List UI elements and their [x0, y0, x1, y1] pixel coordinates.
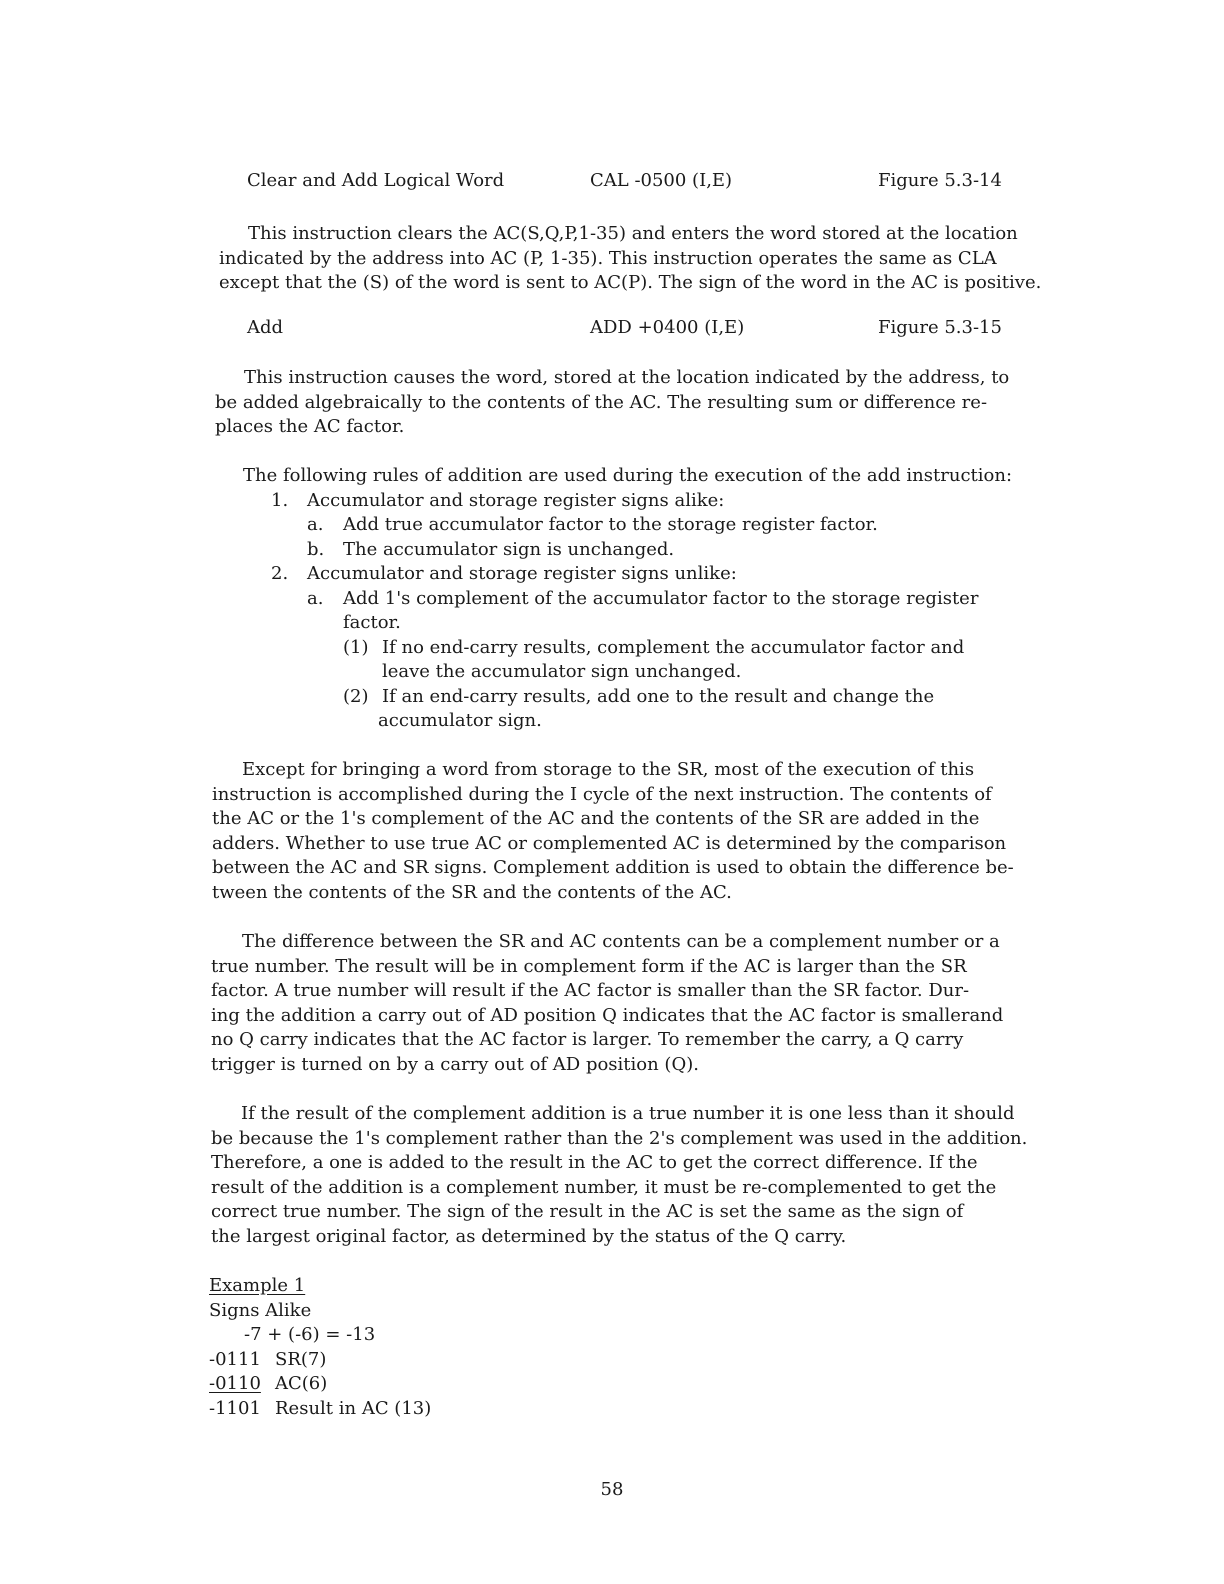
page-number: 58	[600, 1479, 624, 1500]
text-line: The difference between the SR and AC contents can be a complement number or a	[242, 931, 1000, 952]
binary-value: -0111	[209, 1348, 261, 1370]
binary-label: AC(6)	[275, 1373, 328, 1394]
add-description-paragraph	[215, 366, 1009, 440]
binary-label: Result in AC (13)	[275, 1397, 432, 1419]
binary-value: -1101	[209, 1397, 261, 1419]
figure-reference: Figure 5.3-14	[878, 170, 1002, 191]
text-line: between the AC and SR signs. Complement addition is used to obtain the difference be-	[212, 857, 1014, 878]
rule-2a1-text: If no end-carry results, complement the accumulator factor and	[382, 636, 965, 658]
text-line: This instruction causes the word, stored at the location indicated by the address, to	[244, 367, 1010, 388]
rule-1a-text: Add true accumulator factor to the storage register factor.	[343, 514, 878, 535]
text-line: true number. The result will be in complement form if the AC is larger than the SR	[211, 955, 967, 977]
list-marker: (2)	[343, 685, 369, 707]
text-line: factor. A true number will result if the AC factor is smaller than the SR factor. Dur-	[211, 980, 970, 1001]
text-line: Therefore, a one is added to the result in the AC to get the correct difference. If the	[211, 1152, 978, 1173]
rule-2a1-text: leave the accumulator sign unchanged.	[382, 661, 742, 682]
example-block	[209, 1274, 431, 1421]
binary-label: SR(7)	[275, 1348, 327, 1370]
text-line: be because the 1's complement rather than the 2's complement was used in the addition.	[211, 1127, 1028, 1149]
binary-value: -0110	[209, 1373, 261, 1394]
rules-intro: The following rules of addition are used during the execution of the add instruction:	[243, 465, 1013, 486]
rule-1b-text: The accumulator sign is unchanged.	[343, 538, 675, 560]
example-equation: -7 + (-6) = -13	[244, 1324, 376, 1345]
text-line: except that the (S) of the word is sent to AC(P). The sign of the word in the AC is positive.	[219, 272, 1042, 293]
complement-result-paragraph	[211, 1102, 1027, 1249]
text-line: places the AC factor.	[215, 416, 405, 437]
rule-2a-text: factor.	[343, 612, 401, 633]
text-line: the AC or the 1's complement of the AC and the contents of the SR are added in the	[212, 808, 980, 829]
text-line: Except for bringing a word from storage to the SR, most of the execution of this	[242, 759, 975, 780]
rule-2a-text: Add 1's complement of the accumulator factor to the storage register	[343, 587, 979, 609]
text-line: tween the contents of the SR and the contents of the AC.	[212, 881, 732, 903]
text-line: ing the addition a carry out of AD position Q indicates that the AC factor is smallerand	[211, 1004, 1004, 1026]
rule-2a2-text: If an end-carry results, add one to the result and change the	[382, 685, 935, 707]
cal-description-paragraph	[219, 222, 1041, 296]
text-line: If the result of the complement addition is a true number it is one less than it should	[241, 1103, 1015, 1124]
text-line: result of the addition is a complement number, it must be re-complemented to get the	[211, 1176, 997, 1198]
execution-paragraph	[212, 758, 1014, 905]
rule-1-text: Accumulator and storage register signs alike:	[307, 489, 725, 511]
text-line: instruction is accomplished during the I cycle of the next instruction. The contents of	[212, 783, 992, 805]
rule-2a2-text: accumulator sign.	[378, 710, 542, 731]
figure-reference: Figure 5.3-15	[878, 317, 1002, 338]
text-line: the largest original factor, as determined by the status of the Q carry.	[211, 1225, 847, 1247]
list-marker: b.	[307, 538, 325, 560]
text-line: correct true number. The sign of the result in the AC is set the same as the sign of	[211, 1201, 964, 1222]
rule-2-text: Accumulator and storage register signs unlike:	[307, 563, 737, 584]
text-line: indicated by the address into AC (P, 1-35). This instruction operates the same as CLA	[219, 247, 997, 269]
text-line: be added algebraically to the contents of the AC. The resulting sum or difference re-	[215, 391, 988, 413]
instruction-code: CAL -0500 (I,E)	[590, 170, 733, 191]
list-marker: 1.	[271, 489, 289, 511]
instruction-name: Clear and Add Logical Word	[247, 170, 505, 191]
list-marker: a.	[307, 587, 324, 609]
text-line: trigger is turned on by a carry out of AD position (Q).	[211, 1053, 699, 1075]
text-line: no Q carry indicates that the AC factor is larger. To remember the carry, a Q carry	[211, 1029, 964, 1050]
text-line: adders. Whether to use true AC or complemented AC is determined by the comparison	[212, 832, 1007, 854]
example-subtitle: Signs Alike	[209, 1299, 312, 1321]
addition-rules-list	[0, 464, 1224, 744]
list-marker: a.	[307, 514, 324, 535]
instruction-code: ADD +0400 (I,E)	[590, 317, 745, 338]
difference-paragraph	[211, 930, 1003, 1077]
text-line: This instruction clears the AC(S,Q,P,1-35) and enters the word stored at the location	[248, 223, 1018, 244]
example-title: Example 1	[209, 1275, 306, 1296]
list-marker: (1)	[343, 636, 369, 658]
instruction-name: Add	[247, 317, 284, 338]
list-marker: 2.	[271, 563, 289, 584]
